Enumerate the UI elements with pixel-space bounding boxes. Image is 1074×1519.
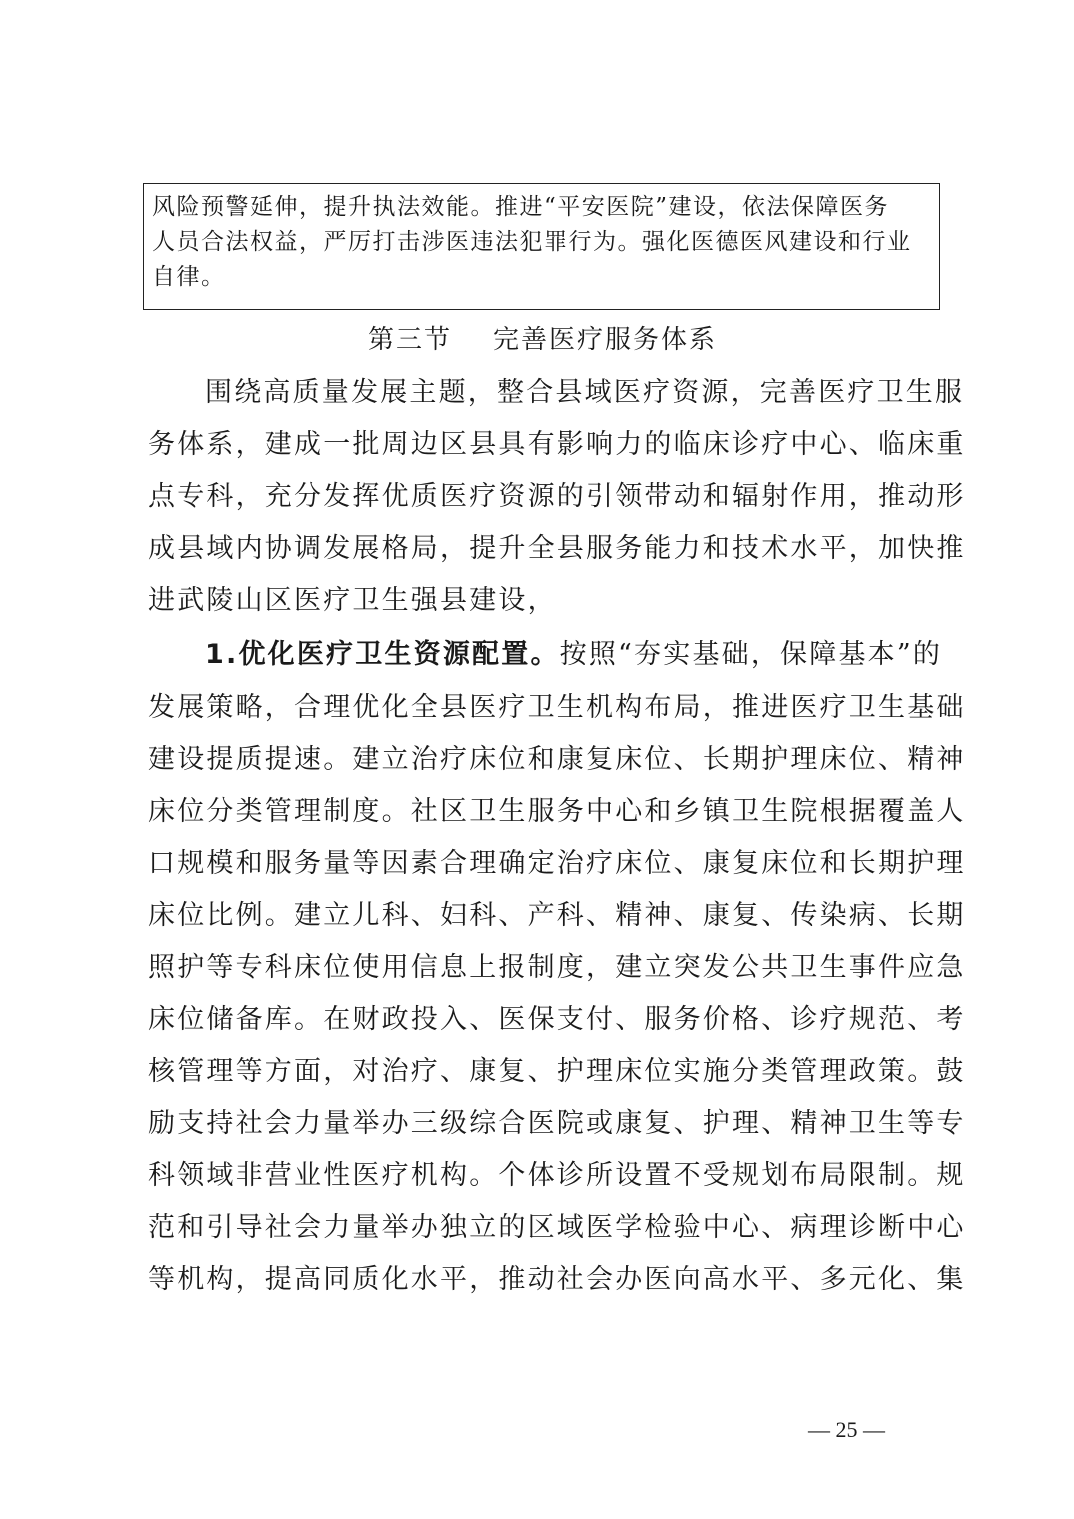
boxed-text <box>143 183 940 310</box>
paragraph-line: 围绕高质量发展主题，整合县域医疗资源，完善医疗卫生服 <box>205 377 965 408</box>
paragraph-line: 床位分类管理制度。社区卫生服务中心和乡镇卫生院根据覆盖人 <box>148 796 966 827</box>
paragraph-line: 进武陵山区医疗卫生强县建设， <box>148 585 557 616</box>
paragraph-line <box>205 635 942 675</box>
paragraph-line: 床位储备库。在财政投入、医保支付、服务价格、诊疗规范、考 <box>148 1004 966 1035</box>
paragraph-line: 范和引导社会力量举办独立的区域医学检验中心、病理诊断中心 <box>148 1212 966 1243</box>
paragraph-line: 科领域非营业性医疗机构。个体诊所设置不受规划布局限制。规 <box>148 1160 966 1191</box>
paragraph-line: 核管理等方面，对治疗、康复、护理床位实施分类管理政策。鼓 <box>148 1056 966 1087</box>
section-heading: 第三节 完善医疗服务体系 <box>368 325 718 355</box>
box-line: 风险预警延伸，提升执法效能。推进“平安医院”建设，依法保障医务 <box>152 194 890 220</box>
item-1-first-line: 按照“夯实基础，保障基本”的 <box>559 639 943 670</box>
paragraph-line: 务体系，建成一批周边区县具有影响力的临床诊疗中心、临床重 <box>148 429 966 460</box>
paragraph-line: 建设提质提速。建立治疗床位和康复床位、长期护理床位、精神 <box>148 744 966 775</box>
paragraph-line: 等机构，提高同质化水平，推动社会办医向高水平、多元化、集 <box>148 1264 966 1295</box>
box-line: 人员合法权益，严厉打击涉医违法犯罪行为。强化医德医风建设和行业 <box>152 229 912 255</box>
paragraph-line: 发展策略，合理优化全县医疗卫生机构布局，推进医疗卫生基础 <box>148 692 966 723</box>
box-line: 自律。 <box>152 264 226 290</box>
page-number: — 25 — <box>808 1417 885 1442</box>
item-1-title: 1.优化医疗卫生资源配置。 <box>205 639 560 670</box>
paragraph-line: 床位比例。建立儿科、妇科、产科、精神、康复、传染病、长期 <box>148 900 966 931</box>
paragraph-line: 点专科，充分发挥优质医疗资源的引领带动和辐射作用，推动形 <box>148 481 966 512</box>
paragraph-line: 励支持社会力量举办三级综合医院或康复、护理、精神卫生等专 <box>148 1108 966 1139</box>
paragraph-line: 照护等专科床位使用信息上报制度，建立突发公共卫生事件应急 <box>148 952 966 983</box>
paragraph-line: 口规模和服务量等因素合理确定治疗床位、康复床位和长期护理 <box>148 848 966 879</box>
paragraph-line: 成县域内协调发展格局，提升全县服务能力和技术水平，加快推 <box>148 533 966 564</box>
